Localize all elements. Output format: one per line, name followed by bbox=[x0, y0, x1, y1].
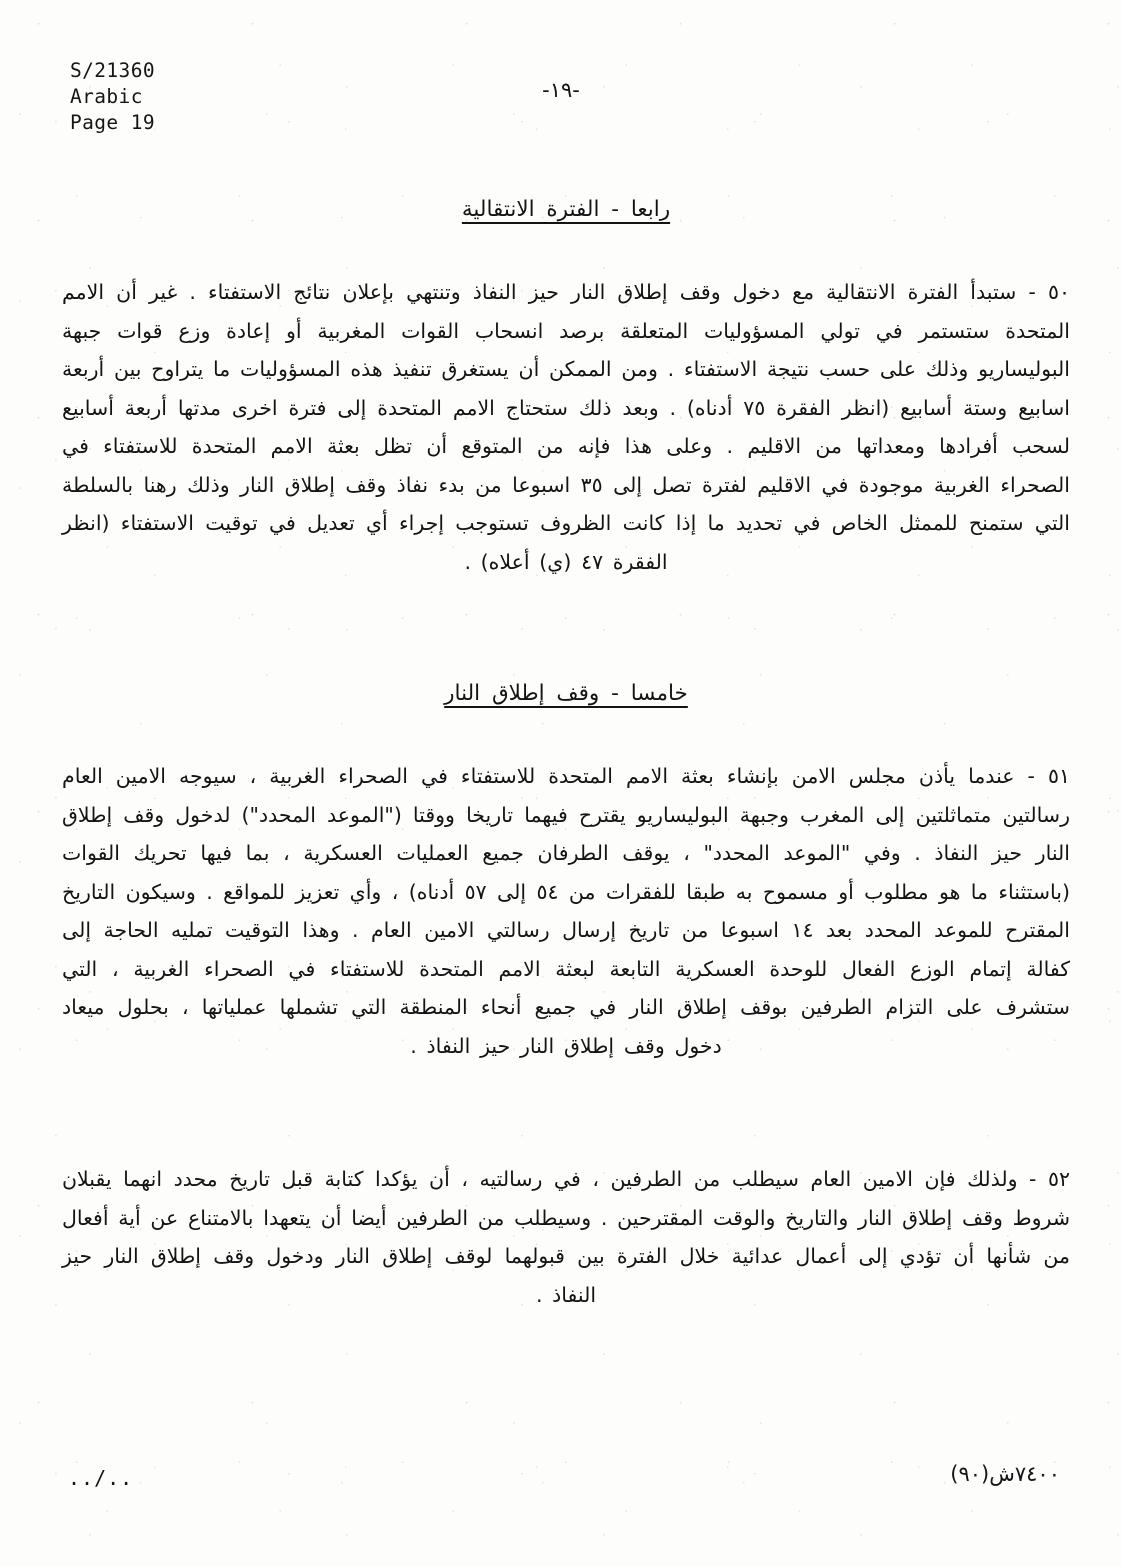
section-heading-ceasefire bbox=[62, 679, 1070, 709]
section-heading-transitional-period bbox=[62, 195, 1070, 225]
paragraph-52 bbox=[62, 1160, 1070, 1314]
section-heading-ceasefire-text: خامسا - وقف إطلاق النار bbox=[444, 681, 688, 706]
paragraph-52-text: ٥٢ - ولذلك فإن الامين العام سيطلب من الطرفين ، في رسالتيه ، أن يؤكدا كتابة قبل تاريخ محدد انهما يقبلان شروط وقف إطلاق النار والتاريخ والوقت المقترحين . وسيطلب من الطرفين أيضا أن يتعهدا بالامتناع عن أية أفعال من شأنها أن تؤدي إلى أعمال عدائية خلال الفترة بين قبولهما لوقف إطلاق النار ودخول وقف إطلاق النار حيز النفاذ . bbox=[62, 1167, 1070, 1307]
job-number: ٧٤٠٠ش(٩٠) bbox=[950, 1462, 1060, 1486]
page-number-arabic: -١٩- bbox=[542, 78, 580, 102]
document-page-label: Page 19 bbox=[70, 111, 155, 134]
paragraph-50 bbox=[62, 273, 1070, 581]
paragraph-51-text: ٥١ - عندما يأذن مجلس الامن بإنشاء بعثة الامم المتحدة للاستفتاء في الصحراء الغربية ، سيوجه الامين العام رسالتين متماثلتين إلى المغرب وجبهة البوليساريو يقترح فيهما تاريخا ووقتا ("الموعد المحدد") لدخول وقف إطلاق النار حيز النفاذ . وفي "الموعد المحدد" ، يوقف الطرفان جميع العمليات العسكرية ، بما فيها تحريك القوات (باستثناء ما هو مطلوب أو مسموح به طبقا للفقرات من ٥٤ إلى ٥٧ أدناه) ، وأي تعزيز للمواقع . وسيكون التاريخ المقترح للموعد المحدد بعد ١٤ اسبوعا من تاريخ إرسال رسالتي الامين العام . وهذا التوقيت تمليه الحاجة إلى كفالة إتمام الوزع الفعال للوحدة العسكرية التابعة لبعثة الامم المتحدة للاستفتاء في الصحراء الغربية ، التي ستشرف على التزام الطرفين بوقف إطلاق النار في جميع أنحاء المنطقة التي تشملها عملياتها ، بحلول ميعاد دخول وقف إطلاق النار حيز النفاذ . bbox=[62, 764, 1070, 1058]
continuation-marker: ../.. bbox=[68, 1466, 134, 1490]
document-symbol: S/21360 bbox=[70, 59, 155, 82]
paragraph-51 bbox=[62, 757, 1070, 1065]
document-language: Arabic bbox=[70, 85, 143, 108]
paragraph-50-text: ٥٠ - ستبدأ الفترة الانتقالية مع دخول وقف إطلاق النار حيز النفاذ وتنتهي بإعلان نتائج الاستفتاء . غير أن الامم المتحدة ستستمر في تولي المسؤوليات المتعلقة برصد انسحاب القوات المغربية أو إعادة وزع قوات جبهة البوليساريو وذلك على حسب نتيجة الاستفتاء . ومن الممكن أن يستغرق تنفيذ هذه المسؤوليات ما يتراوح بين أربعة اسابيع وستة أسابيع (انظر الفقرة ٧٥ أدناه) . وبعد ذلك ستحتاج الامم المتحدة إلى فترة اخرى مدتها أربعة أسابيع لسحب أفرادها ومعداتها من الاقليم . وعلى هذا فإنه من المتوقع أن تظل بعثة الامم المتحدة للاستفتاء في الصحراء الغربية موجودة في الاقليم لفترة تصل إلى ٣٥ اسبوعا من بدء نفاذ وقف إطلاق النار وذلك رهنا بالسلطة التي ستمنح للممثل الخاص في تحديد ما إذا كانت الظروف تستوجب إجراء أي تعديل في توقيت الاستفتاء (انظر الفقرة ٤٧ (ي) أعلاه) . bbox=[62, 280, 1070, 574]
section-heading-transitional-period-text: رابعا - الفترة الانتقالية bbox=[461, 197, 671, 222]
